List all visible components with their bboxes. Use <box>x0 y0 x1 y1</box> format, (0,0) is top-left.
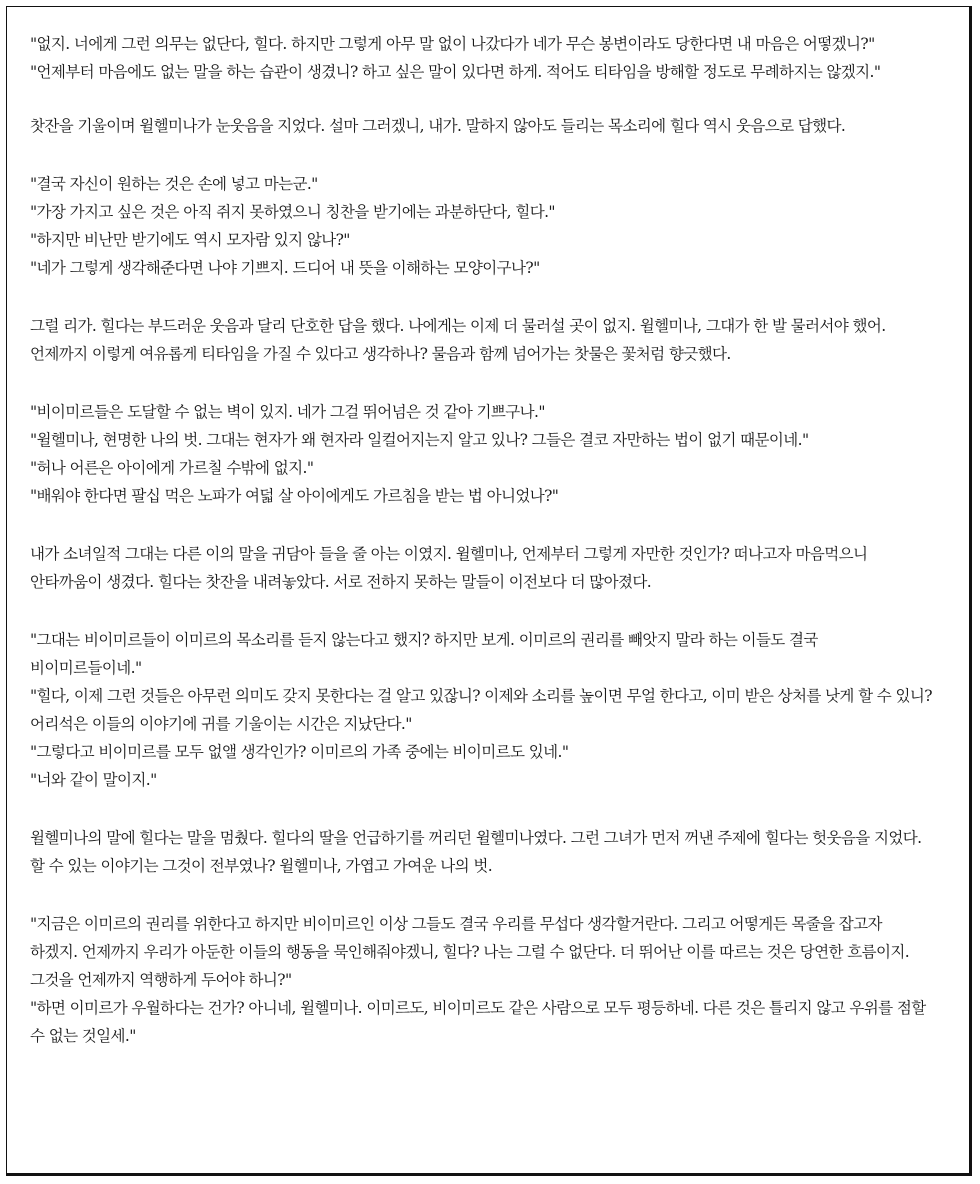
text-line: "가장 가지고 싶은 것은 아직 쥐지 못하였으니 칭찬을 받기에는 과분하단다, 힐다." <box>30 203 555 221</box>
text-line: "힐다, 이제 그런 것들은 아무런 의미도 갖지 못한다는 걸 알고 있잖니? 이제와 소리를 높이면 무얼 한다고, 이미 받은 상처를 낫게 할 수 있니? <box>30 687 932 705</box>
text-line: "하지만 비난만 받기에도 역시 모자람 있지 않나?" <box>30 231 350 249</box>
text-line: "결국 자신이 원하는 것은 손에 넣고 마는군." <box>30 175 318 193</box>
text-line: 어리석은 이들의 이야기에 귀를 기울이는 시간은 지났단다." <box>30 715 412 733</box>
text-line: "윌헬미나, 현명한 나의 벗. 그대는 현자가 왜 현자라 일컬어지는지 알고 있나? 그들은 결코 자만하는 법이 없기 때문이네." <box>30 431 809 449</box>
text-line: 비이미르들이네." <box>30 659 142 677</box>
dialogue-block-5 <box>30 910 950 1050</box>
text-line: "없지. 너에게 그런 의무는 없단다, 힐다. 하지만 그렇게 아무 말 없이 나갔다가 네가 무슨 봉변이라도 당한다면 내 마음은 어떻겠니?" <box>30 35 875 53</box>
text-line: 수 없는 것일세." <box>30 1027 136 1045</box>
text-line: "그렇다고 비이미르를 모두 없앨 생각인가? 이미르의 가족 중에는 비이미르도 있네." <box>30 743 569 761</box>
text-line: 할 수 있는 이야기는 그것이 전부였나? 윌헬미나, 가엽고 가여운 나의 벗. <box>30 857 493 875</box>
dialogue-block-2 <box>30 170 950 282</box>
text-line: "네가 그렇게 생각해준다면 나야 기쁘지. 드디어 내 뜻을 이해하는 모양이구나?" <box>30 259 540 277</box>
text-line: 내가 소녀일적 그대는 다른 이의 말을 귀담아 들을 줄 아는 이였지. 윌헬미나, 언제부터 그렇게 자만한 것인가? 떠나고자 마음먹으니 <box>30 545 868 563</box>
text-line: 그것을 언제까지 역행하게 두어야 하니?" <box>30 971 292 989</box>
text-line: "허나 어른은 아이에게 가르칠 수밖에 없지." <box>30 459 314 477</box>
text-line: "배워야 한다면 팔십 먹은 노파가 여덟 살 아이에게도 가르침을 받는 법 아니었나?" <box>30 487 559 505</box>
text-line: "언제부터 마음에도 없는 말을 하는 습관이 생겼니? 하고 싶은 말이 있다면 하게. 적어도 티타임을 방해할 정도로 무례하지는 않겠지." <box>30 63 881 81</box>
narration-block-2 <box>30 312 950 368</box>
text-line: 안타까움이 생겼다. 힐다는 찻잔을 내려놓았다. 서로 전하지 못하는 말들이 이전보다 더 많아졌다. <box>30 573 652 591</box>
narration-block-1 <box>30 112 950 140</box>
text-line: "그대는 비이미르들이 이미르의 목소리를 듣지 않는다고 했지? 하지만 보게. 이미르의 권리를 빼앗지 말라 하는 이들도 결국 <box>30 631 818 649</box>
narration-block-4 <box>30 824 950 880</box>
text-line: "하면 이미르가 우월하다는 건가? 아니네, 윌헬미나. 이미르도, 비이미르도 같은 사람으로 모두 평등하네. 다른 것은 틀리지 않고 우위를 점할 <box>30 999 926 1017</box>
text-line: 윌헬미나의 말에 힐다는 말을 멈췄다. 힐다의 딸을 언급하기를 꺼리던 윌헬미나였다. 그런 그녀가 먼저 꺼낸 주제에 힐다는 헛웃음을 지었다. <box>30 829 922 847</box>
dialogue-block-4 <box>30 626 950 794</box>
text-line: 언제까지 이렇게 여유롭게 티타임을 가질 수 있다고 생각하나? 물음과 함께 넘어가는 찻물은 꽃처럼 향긋했다. <box>30 345 731 363</box>
text-line: 찻잔을 기울이며 윌헬미나가 눈웃음을 지었다. 설마 그러겠니, 내가. 말하지 않아도 들리는 목소리에 힐다 역시 웃음으로 답했다. <box>30 117 846 135</box>
text-line: 하겠지. 언제까지 우리가 아둔한 이들의 행동을 묵인해줘야겠니, 힐다? 나는 그럴 수 없단다. 더 뛰어난 이를 따르는 것은 당연한 흐름이지. <box>30 943 910 961</box>
text-line: "지금은 이미르의 권리를 위한다고 하지만 비이미르인 이상 그들도 결국 우리를 무섭다 생각할거란다. 그리고 어떻게든 목줄을 잡고자 <box>30 915 882 933</box>
text-line: "비이미르들은 도달할 수 없는 벽이 있지. 네가 그걸 뛰어넘은 것 같아 기쁘구나." <box>30 403 545 421</box>
text-line: 그럴 리가. 힐다는 부드러운 웃음과 달리 단호한 답을 했다. 나에게는 이제 더 물러설 곳이 없지. 윌헬미나, 그대가 한 발 물러서야 했어. <box>30 317 886 335</box>
story-text <box>30 30 950 1050</box>
dialogue-block-1 <box>30 30 950 86</box>
text-line: "너와 같이 말이지." <box>30 771 157 789</box>
narration-block-3 <box>30 540 950 596</box>
dialogue-block-3 <box>30 398 950 510</box>
